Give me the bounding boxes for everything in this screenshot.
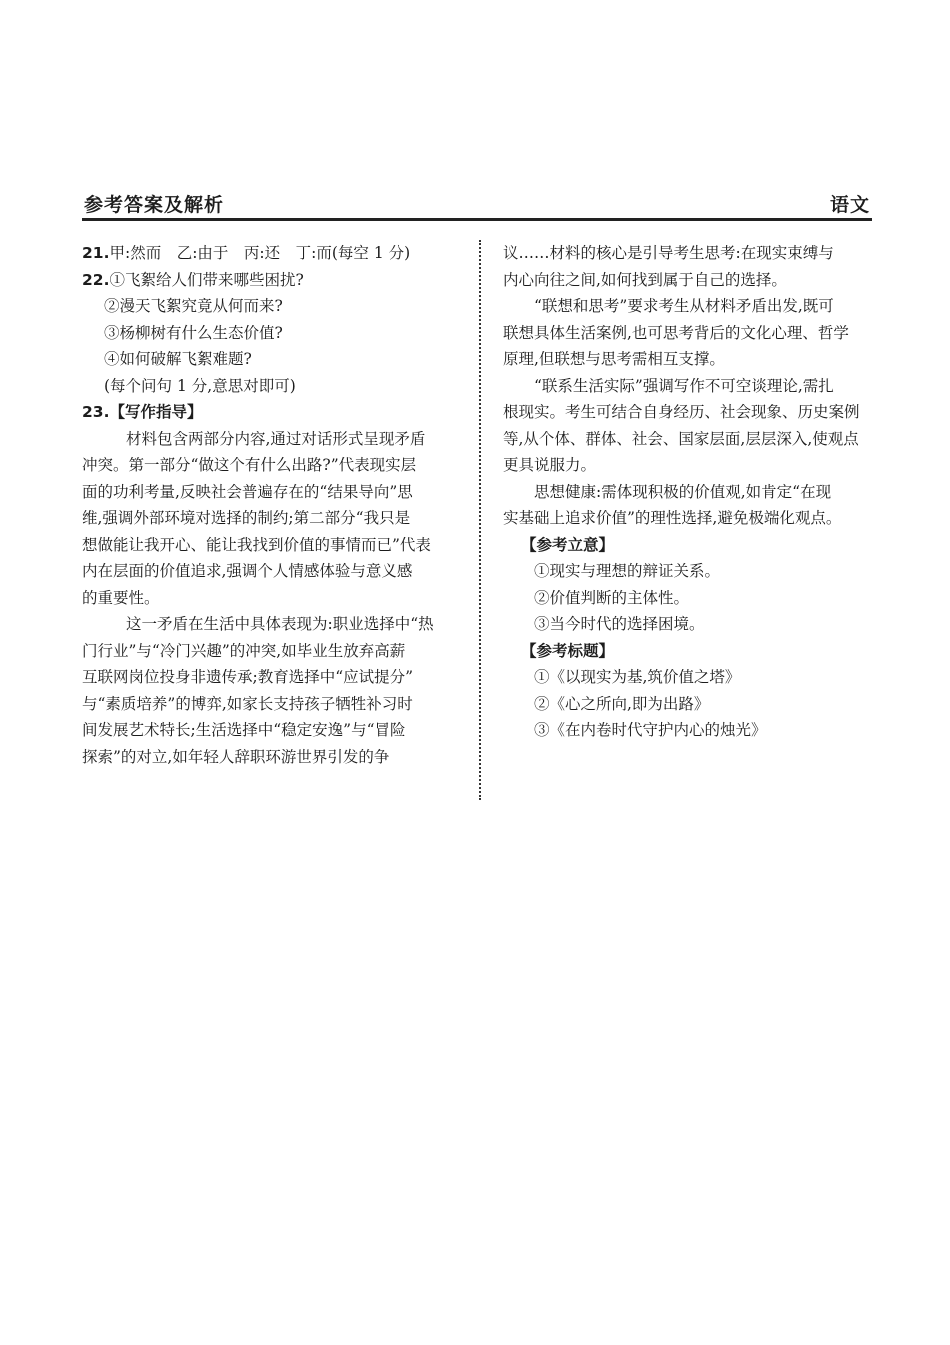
list-item: ②《心之所向,即为出路》 xyxy=(534,694,710,713)
section-heading: 【写作指导】 xyxy=(109,403,203,421)
list-item: ③《在内卷时代守护内心的烛光》 xyxy=(534,721,767,739)
question-21 xyxy=(82,240,468,267)
list-item: ②价值判断的主体性。 xyxy=(534,588,690,607)
list-item: ①《以现实为基,筑价值之塔》 xyxy=(534,668,741,686)
text-line: 间发展艺术特长;生活选择中“稳定安逸”与“冒险 xyxy=(82,721,406,739)
list-item: ③杨柳树有什么生态价值? xyxy=(104,323,283,342)
text-line: 与“素质培养”的博弈,如家长支持孩子牺牲补习时 xyxy=(82,694,413,713)
text-line: 实基础上追求价值”的理性选择,避免极端化观点。 xyxy=(503,509,842,527)
question-21-answer: 甲:然而 乙:由于 丙:还 丁:而(每空 1 分) xyxy=(109,244,411,262)
list-item: ①飞絮给人们带来哪些困扰? xyxy=(109,270,304,289)
header-rule xyxy=(82,218,872,221)
text-line: “联系生活实际”强调写作不可空谈理论,需扎 xyxy=(534,376,834,395)
title-heading: 【参考标题】 xyxy=(521,641,615,660)
list-item: ③当今时代的选择困境。 xyxy=(534,615,705,633)
text-line: 根现实。考生可结合自身经历、社会现象、历史案例 xyxy=(503,403,860,421)
list-item: ①现实与理想的辩证关系。 xyxy=(534,562,721,580)
header-subject: 语文 xyxy=(829,194,870,216)
question-number: 23. xyxy=(82,403,110,421)
text-line: 门行业”与“冷门兴趣”的冲突,如毕业生放弃高薪 xyxy=(82,641,406,660)
question-22 xyxy=(82,267,468,294)
theme-heading: 【参考立意】 xyxy=(521,535,615,554)
question-23 xyxy=(82,399,468,426)
text-line: “联想和思考”要求考生从材料矛盾出发,既可 xyxy=(534,297,834,315)
text-line: 冲突。第一部分“做这个有什么出路?”代表现实层 xyxy=(82,456,417,474)
text-line: 的重要性。 xyxy=(82,588,160,607)
text-line: 内心向往之间,如何找到属于自己的选择。 xyxy=(503,270,787,289)
text-line: 等,从个体、群体、社会、国家层面,层层深入,使观点 xyxy=(503,429,859,448)
text-line: 更具说服力。 xyxy=(503,456,597,474)
left-column xyxy=(82,240,468,770)
question-number: 21. xyxy=(82,244,110,262)
list-item: ④如何破解飞絮难题? xyxy=(104,350,252,368)
text-line: 联想具体生活案例,也可思考背后的文化心理、哲学 xyxy=(503,323,849,342)
text-line: 思想健康:需体现积极的价值观,如肯定“在现 xyxy=(534,482,832,501)
page-header xyxy=(82,188,872,222)
text-line: 想做能让我开心、能让我找到价值的事情而已”代表 xyxy=(82,535,431,554)
text-line: 原理,但联想与思考需相互支撑。 xyxy=(503,350,725,368)
question-number: 22. xyxy=(82,270,110,289)
header-title: 参考答案及解析 xyxy=(84,194,225,216)
text-line: 内在层面的价值追求,强调个人情感体验与意义感 xyxy=(82,562,413,580)
column-divider xyxy=(479,240,481,800)
list-item: ②漫天飞絮究竟从何而来? xyxy=(104,297,283,315)
question-22-note: (每个问句 1 分,意思对即可) xyxy=(104,376,296,395)
text-line: 材料包含两部分内容,通过对话形式呈现矛盾 xyxy=(126,429,426,448)
text-line: 这一矛盾在生活中具体表现为:职业选择中“热 xyxy=(126,615,434,633)
text-line: 探索”的对立,如年轻人辞职环游世界引发的争 xyxy=(82,747,390,766)
right-column xyxy=(503,240,881,744)
text-line: 维,强调外部环境对选择的制约;第二部分“我只是 xyxy=(82,509,411,527)
text-line: 互联网岗位投身非遗传承;教育选择中“应试提分” xyxy=(82,668,414,686)
text-line: 面的功利考量,反映社会普遍存在的“结果导向”思 xyxy=(82,482,413,501)
text-line: 议……材料的核心是引导考生思考:在现实束缚与 xyxy=(503,244,834,262)
